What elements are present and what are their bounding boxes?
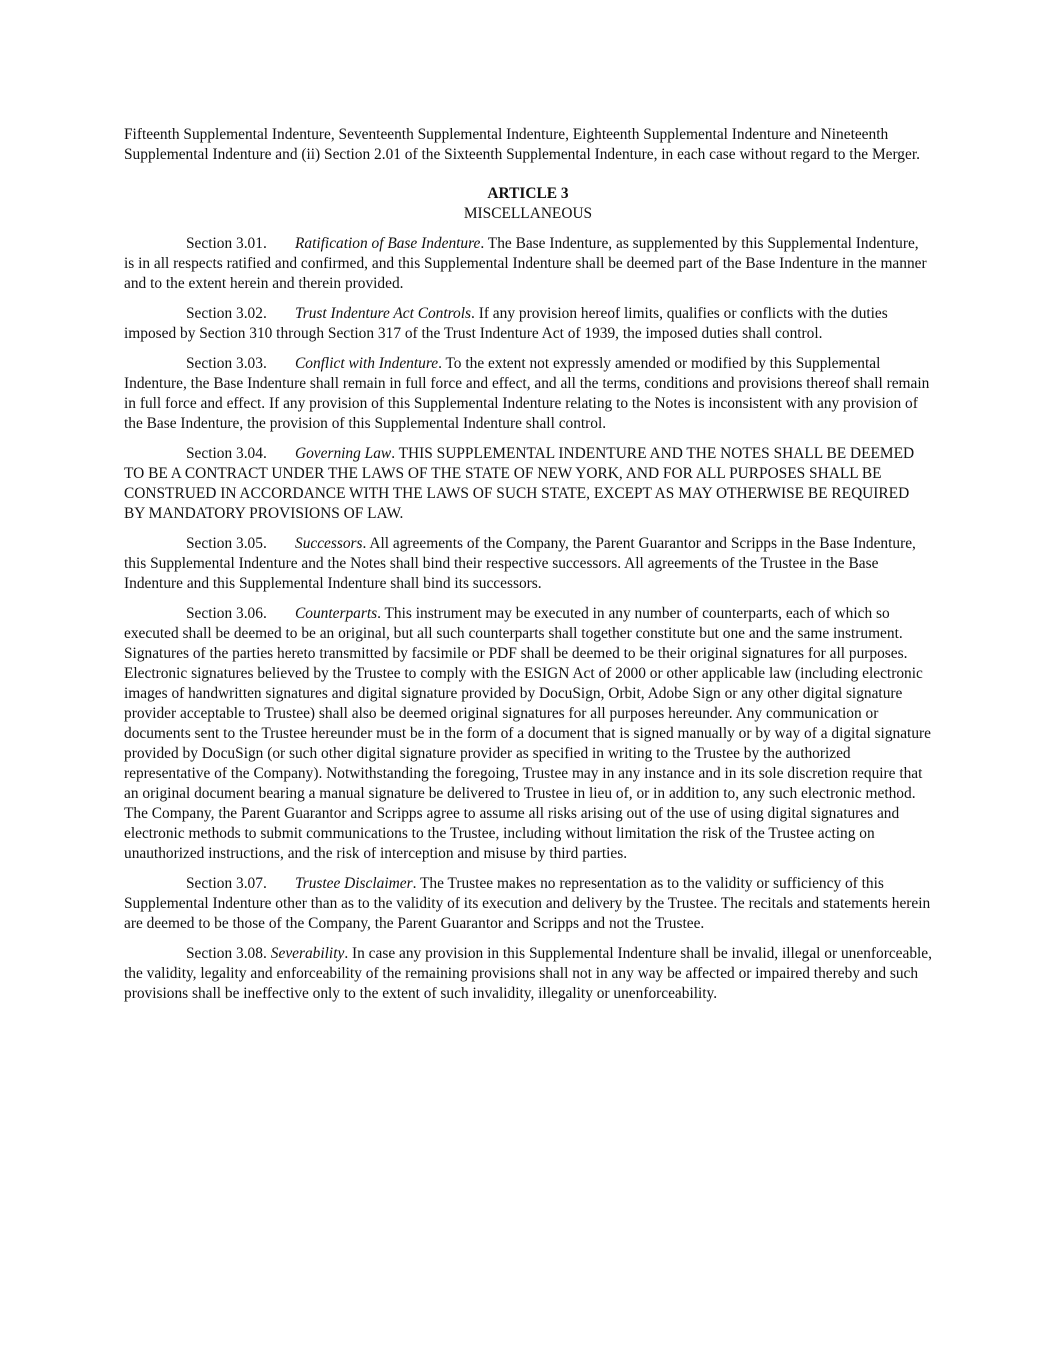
- section-number: Section 3.02.: [186, 305, 267, 322]
- section-body: . All agreements of the Company, the Parent Guarantor and Scripps in the Base Indenture, this Supplemental Indenture and the Notes shall bind their respective successors. All agreements of the Trustee in the Base Indenture and this Supplemental Indenture shall bind its successors.: [124, 535, 916, 592]
- section-title: Ratification of Base Indenture: [295, 235, 481, 252]
- article-heading: [124, 184, 932, 224]
- section-3-01: [124, 234, 932, 294]
- section-3-03: [124, 354, 932, 434]
- section-number: Section 3.03.: [186, 355, 267, 372]
- section-title: Governing Law: [295, 445, 392, 462]
- section-body: . If any provision hereof limits, qualifies or conflicts with the duties imposed by Section 310 through Section 317 of the Trust Indenture Act of 1939, the imposed duties shall control.: [124, 305, 888, 342]
- intro-paragraph: Fifteenth Supplemental Indenture, Seventeenth Supplemental Indenture, Eighteenth Supplemental Indenture and Nineteenth Supplemental Indenture and (ii) Section 2.01 of the Sixteenth Supplemental Indenture, in each case without regard to the Merger.: [124, 126, 920, 163]
- section-number: Section 3.08.: [186, 945, 267, 962]
- document-page: [124, 125, 932, 1014]
- article-number: ARTICLE 3: [487, 185, 569, 202]
- section-3-08: [124, 944, 932, 1004]
- section-body: . This instrument may be executed in any number of counterparts, each of which so executed shall be deemed to be an original, but all such counterparts shall together constitute but one and the same instrument. Signatures of the parties hereto transmitted by facsimile or PDF shall be deemed to be their original signatures for all purposes. Electronic signatures believed by the Trustee to comply with the ESIGN Act of 2000 or other applicable law (including electronic images of handwritten signatures and digital signature provided by DocuSign, Orbit, Adobe Sign or any other digital signature provider acceptable to Trustee) shall also be deemed original signatures for all purposes hereunder. Any communication or documents sent to the Trustee hereunder must be in the form of a document that is signed manually or by way of a digital signature provided by DocuSign (or such other digital signature provider as specified in writing to the Trustee by the authorized representative of the Company). Notwithstanding the foregoing, Trustee may in any instance and in its sole discretion require that an original document bearing a manual signature be delivered to Trustee in lieu of, or in addition to, any such electronic method. The Company, the Parent Guarantor and Scripps agree to assume all risks arising out of the use of using digital signatures and electronic methods to submit communications to the Trustee, including without limitation the risk of the Trustee acting on unauthorized instructions, and the risk of interception and misuse by third parties.: [124, 605, 931, 862]
- section-title: Severability: [270, 945, 345, 962]
- section-title: Counterparts: [295, 605, 378, 622]
- section-number: Section 3.07.: [186, 875, 267, 892]
- section-title: Trust Indenture Act Controls: [295, 305, 472, 322]
- section-3-07: [124, 874, 932, 934]
- section-title: Conflict with Indenture: [295, 355, 439, 372]
- section-3-02: [124, 304, 932, 344]
- section-number: Section 3.06.: [186, 605, 267, 622]
- section-number: Section 3.01.: [186, 235, 267, 252]
- section-body: . To the extent not expressly amended or modified by this Supplemental Indenture, the Base Indenture shall remain in full force and effect, and all the terms, conditions and provisions thereof shall remain in full force and effect. If any provision of this Supplemental Indenture relating to the Notes is inconsistent with any provision of the Base Indenture, the provision of this Supplemental Indenture shall control.: [124, 355, 930, 432]
- section-body: . THIS SUPPLEMENTAL INDENTURE AND THE NOTES SHALL BE DEEMED TO BE A CONTRACT UNDER THE LAWS OF THE STATE OF NEW YORK, AND FOR ALL PURPOSES SHALL BE CONSTRUED IN ACCORDANCE WITH THE LAWS OF SUCH STATE, EXCEPT AS MAY OTHERWISE BE REQUIRED BY MANDATORY PROVISIONS OF LAW.: [124, 445, 915, 522]
- section-number: Section 3.04.: [186, 445, 267, 462]
- section-body: . The Trustee makes no representation as to the validity or sufficiency of this Supplemental Indenture other than as to the validity of its execution and delivery by the Trustee. The recitals and statements herein are deemed to be those of the Company, the Parent Guarantor and Scripps and not the Trustee.: [124, 875, 931, 932]
- section-title: Trustee Disclaimer: [295, 875, 413, 892]
- section-3-05: [124, 534, 932, 594]
- section-title: Successors: [295, 535, 363, 552]
- section-body: . In case any provision in this Supplemental Indenture shall be invalid, illegal or unenforceable, the validity, legality and enforceability of the remaining provisions shall not in any way be affected or impaired thereby and such provisions shall be ineffective only to the extent of such invalidity, illegality or unenforceability.: [124, 945, 932, 1002]
- section-body: . The Base Indenture, as supplemented by this Supplemental Indenture, is in all respects ratified and confirmed, and this Supplemental Indenture shall be deemed part of the Base Indenture in the manner and to the extent herein and therein provided.: [124, 235, 927, 292]
- section-3-06: [124, 604, 932, 864]
- section-3-04: [124, 444, 932, 524]
- article-title: MISCELLANEOUS: [463, 205, 593, 222]
- section-number: Section 3.05.: [186, 535, 267, 552]
